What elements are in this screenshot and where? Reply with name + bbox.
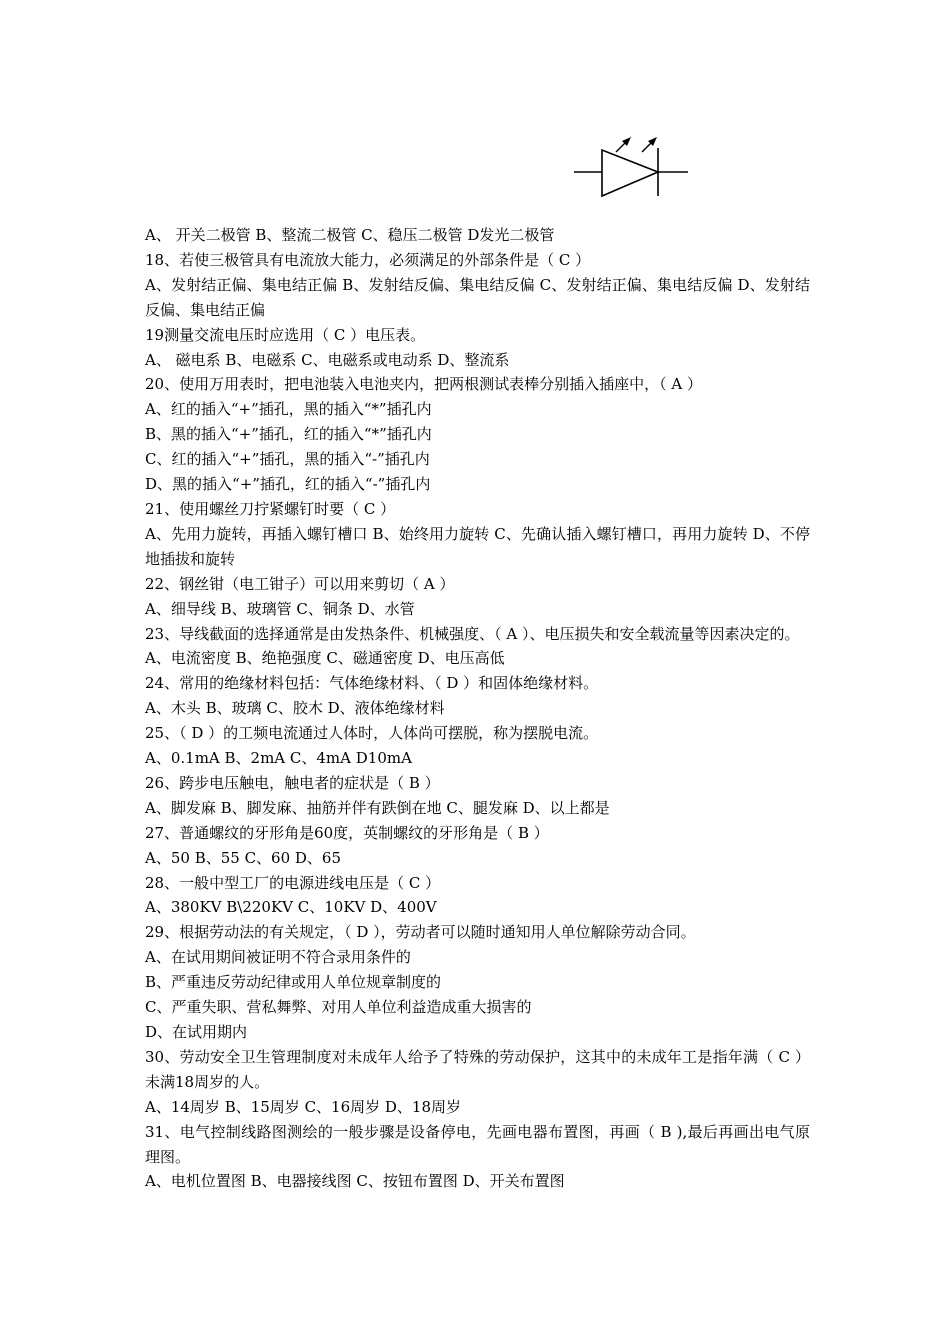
- question-30: 30、劳动安全卫生管理制度对未成年人给予了特殊的劳动保护，这其中的未成年工是指年满（ C ）未满18周岁的人。: [145, 1047, 810, 1091]
- answer-option-29a: A、在试用期间被证明不符合录用条件的: [145, 948, 411, 967]
- answer-options-17: A、 开关二极管 B、整流二极管 C、稳压二极管 D发光二极管: [145, 226, 555, 244]
- question-list: [145, 223, 810, 1194]
- question-28: 28、一般中型工厂的电源进线电压是（ C ）: [145, 873, 441, 892]
- question-26: 26、跨步电压触电，触电者的症状是（ B ）: [145, 773, 440, 792]
- question-25: 25、（ D ）的工频电流通过人体时，人体尚可摆脱，称为摆脱电流。: [145, 724, 599, 743]
- question-29: 29、根据劳动法的有关规定，（ D ），劳动者可以随时通知用人单位解除劳动合同。: [145, 923, 696, 942]
- question-20: 20、使用万用表时，把电池装入电池夹内，把两根测试表棒分别插入插座中，（ A ）: [145, 375, 702, 394]
- answer-options-25: A、0.1mA B、2mA C、4mA D10mA: [145, 749, 412, 768]
- question-31: 31、电气控制线路图测绘的一般步骤是设备停电，先画电器布置图，再画（ B ),最后再画出电气原理图。: [145, 1122, 810, 1166]
- answer-options-30: A、14周岁 B、15周岁 C、16周岁 D、18周岁: [145, 1097, 462, 1116]
- answer-option-20b: B、黑的插入“+”插孔，红的插入“*”插孔内: [145, 425, 432, 444]
- answer-option-20c: C、红的插入“+”插孔，黑的插入“-”插孔内: [145, 450, 430, 469]
- answer-options-22: A、细导线 B、玻璃管 C、铜条 D、水管: [145, 599, 415, 618]
- answer-option-20a: A、红的插入“+”插孔，黑的插入“*”插孔内: [145, 400, 432, 419]
- question-22: 22、钢丝钳（电工钳子）可以用来剪切（ A ）: [145, 574, 455, 593]
- led-diode-symbol-icon: [572, 132, 692, 204]
- question-18: 18、若使三极管具有电流放大能力，必须满足的外部条件是（ C ）: [145, 250, 591, 269]
- question-19: 19测量交流电压时应选用（ C ）电压表。: [145, 325, 426, 344]
- answer-option-29c: C、严重失职、营私舞弊、对用人单位利益造成重大损害的: [145, 998, 532, 1017]
- answer-options-26: A、脚发麻 B、脚发麻、抽筋并伴有跌倒在地 C、腿发麻 D、以上都是: [145, 798, 610, 817]
- answer-options-18: A、发射结正偏、集电结正偏 B、发射结反偏、集电结反偏 C、发射结正偏、集电结反偏 D、发射结反偏、集电结正偏: [145, 275, 810, 319]
- answer-option-29b: B、严重违反劳动纪律或用人单位规章制度的: [145, 973, 442, 992]
- answer-options-27: A、50 B、55 C、60 D、65: [145, 848, 342, 867]
- answer-options-23: A、电流密度 B、绝艳强度 C、磁通密度 D、电压高低: [145, 649, 505, 668]
- answer-options-19: A、 磁电系 B、电磁系 C、电磁系或电动系 D、整流系: [145, 350, 510, 369]
- question-27: 27、普通螺纹的牙形角是60度，英制螺纹的牙形角是（ B ）: [145, 823, 549, 842]
- answer-options-31: A、电机位置图 B、电器接线图 C、按钮布置图 D、开关布置图: [145, 1172, 565, 1191]
- answer-options-28: A、380KV B\220KV C、10KV D、400V: [145, 898, 437, 917]
- answer-options-21: A、先用力旋转，再插入螺钉槽口 B、始终用力旋转 C、先确认插入螺钉槽口，再用力旋转 D、不停地插拔和旋转: [145, 524, 810, 568]
- answer-option-29d: D、在试用期内: [145, 1023, 248, 1041]
- answer-option-20d: D、黑的插入“+”插孔，红的插入“-”插孔内: [145, 475, 431, 494]
- question-24: 24、常用的绝缘材料包括：气体绝缘材料、（ D ）和固体绝缘材料。: [145, 674, 599, 693]
- answer-options-24: A、木头 B、玻璃 C、胶木 D、液体绝缘材料: [145, 699, 445, 718]
- question-21: 21、使用螺丝刀拧紧螺钉时要（ C ）: [145, 499, 396, 518]
- question-23: 23、导线截面的选择通常是由发热条件、机械强度、（ A ）、电压损失和安全载流量等因素决定的。: [145, 624, 800, 643]
